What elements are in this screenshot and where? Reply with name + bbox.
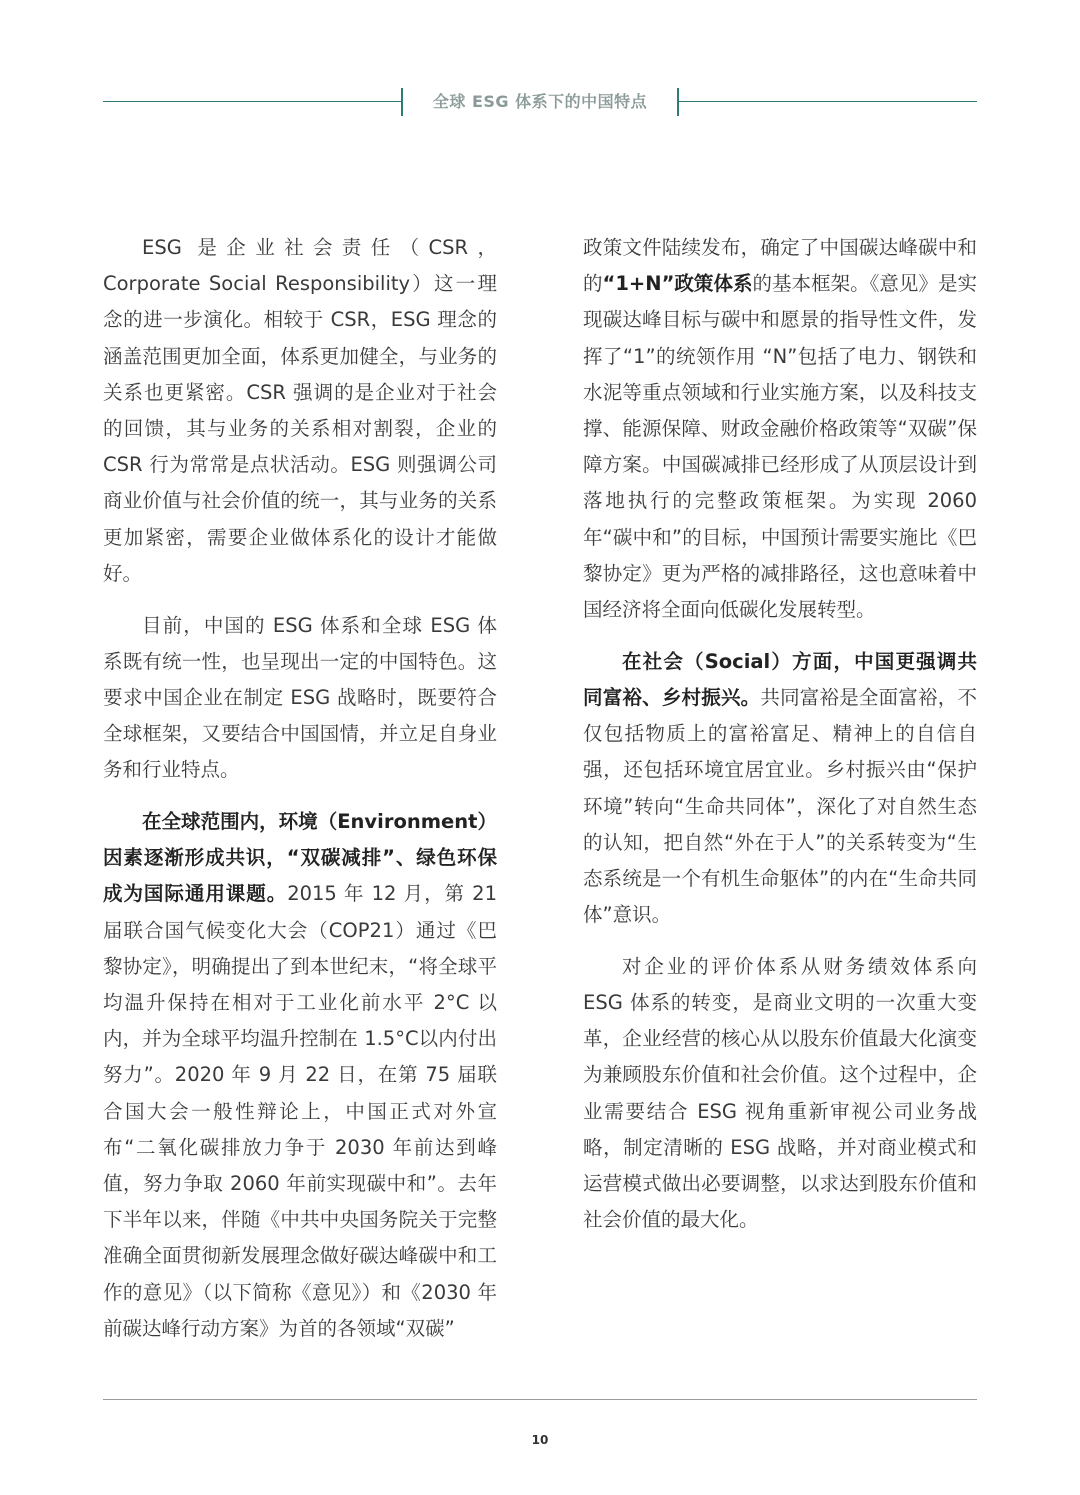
right-paragraph-1-text-b: 的基本框架。《意见》是实现碳达峰目标与碳中和愿景的指导性文件，发挥了“1”的统领作用 “N”包括了电力、钢铁和水泥等重点领域和行业实施方案，以及科技支撑、能源保障、财政金融价格政策等“双碳”保障方案。中国碳减排已经形成了从顶层设计到落地执行的完整政策框架。为实现 2060 年“碳中和”的目标，中国预计需要实施比《巴黎协定》更为严格的减排路径，这也意味着中国经济将全面向低碳化发展转型。: [583, 272, 977, 622]
footer-rule: [103, 1399, 977, 1400]
header-tick-right: [677, 88, 679, 116]
header-rule-left: [103, 101, 401, 102]
left-paragraph-1: ESG 是企业社会责任（CSR，Corporate Social Responsibility）这一理念的进一步演化。相较于 CSR，ESG 理念的涵盖范围更加全面，体系更加健全，与业务的关系也更紧密。CSR 强调的是企业对于社会的回馈，其与业务的关系相对割裂，企业的 CSR 行为常常是点状活动。ESG 则强调公司商业价值与社会价值的统一，其与业务的关系更加紧密，需要企业做体系化的设计才能做好。: [103, 236, 497, 585]
right-paragraph-1: [583, 230, 977, 628]
left-paragraph-3-heading: 在全球范围内，环境（Environment）因素逐渐形成共识，“双碳减排”、绿色环保成为国际通用课题。: [103, 810, 497, 906]
right-paragraph-1-text-a: 政策文件陆续发布，确定了中国碳达峰碳中和的: [583, 236, 977, 296]
right-paragraph-2: [583, 644, 977, 934]
right-column: [583, 230, 977, 1254]
page-header: [103, 86, 977, 118]
left-column: [103, 230, 497, 1363]
header-rule-right: [679, 101, 977, 102]
right-paragraph-2-text: 共同富裕是全面富裕，不仅包括物质上的富裕富足、精神上的自信自强，还包括环境宜居宜业。乡村振兴由“保护环境”转向“生命共同体”，深化了对自然生态的认知，把自然“外在于人”的关系转变为“生态系统是一个有机生命躯体”的内在“生命共同体”意识。: [583, 685, 977, 927]
left-paragraph-3: [103, 804, 497, 1347]
page-number: 10: [531, 1433, 549, 1447]
header-title: 全球 ESG 体系下的中国特点: [432, 92, 648, 111]
policy-system-term: “1+N”政策体系: [602, 272, 753, 296]
left-paragraph-3-text: 2015 年 12 月，第 21 届联合国气候变化大会（COP21）通过《巴黎协定》，明确提出了到本世纪末，“将全球平均温升保持在相对于工业化前水平 2°C 以内，并为全球平均温升控制在 1.5°C以内付出努力”。2020 年 9 月 22 日，在第 75 届联合国大会一般性辩论上，中国正式对外宣布“二氧化碳排放力争于 2030 年前达到峰值，努力争取 2060 年前实现碳中和”。去年下半年以来，伴随《中共中央国务院关于完整准确全面贯彻新发展理念做好碳达峰碳中和工作的意见》（以下简称《意见》）和《2030 年前碳达峰行动方案》为首的各领域“双碳”: [103, 882, 497, 1340]
left-paragraph-2: 目前，中国的 ESG 体系和全球 ESG 体系既有统一性，也呈现出一定的中国特色。这要求中国企业在制定 ESG 战略时，既要符合全球框架，又要结合中国国情，并立足自身业务和行业特点。: [103, 613, 497, 782]
right-paragraph-3: 对企业的评价体系从财务绩效体系向 ESG 体系的转变，是商业文明的一次重大变革，企业经营的核心从以股东价值最大化演变为兼顾股东价值和社会价值。这个过程中，企业需要结合 ESG 视角重新审视公司业务战略，制定清晰的 ESG 战略，并对商业模式和运营模式做出必要调整，以求达到股东价值和社会价值的最大化。: [583, 954, 977, 1232]
right-paragraph-2-heading: 在社会（Social）方面，中国更强调共同富裕、乡村振兴。: [583, 649, 977, 709]
